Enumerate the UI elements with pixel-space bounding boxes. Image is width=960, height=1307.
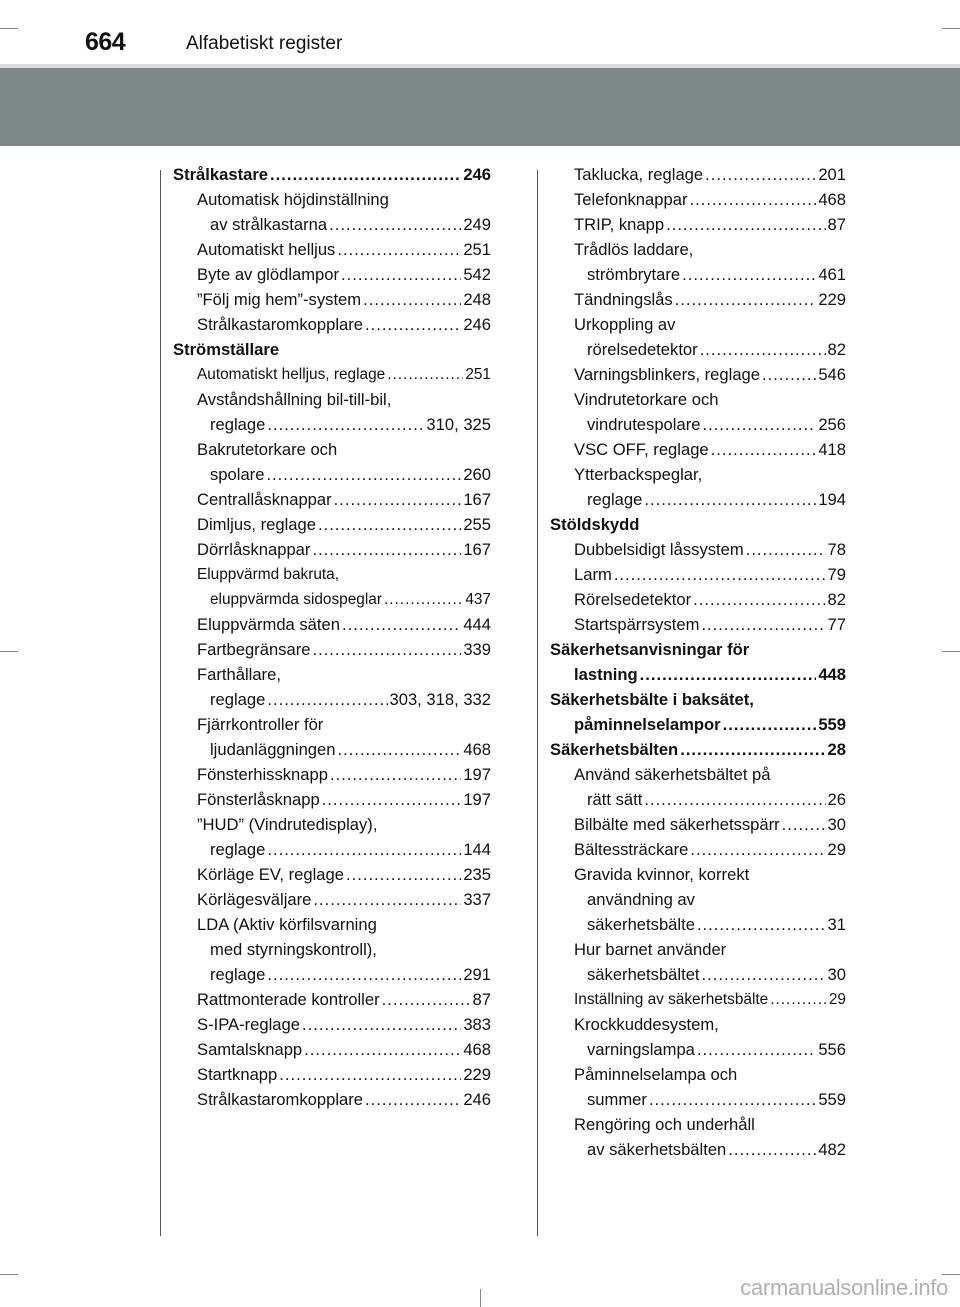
index-entry-page: 260 (463, 465, 491, 484)
index-entry-label: Strålkastaromkopplare (197, 1090, 364, 1109)
index-entry-label: lastning (574, 665, 638, 684)
column-rule-left (160, 170, 161, 1236)
dot-leader (313, 887, 461, 912)
dot-leader (701, 612, 825, 637)
index-entry (550, 612, 846, 637)
index-entry-page: 31 (827, 915, 846, 934)
index-entry-page: 251 (465, 366, 491, 383)
index-entry (173, 212, 491, 237)
index-entry-label: Inställning av säkerhetsbälte (574, 991, 769, 1008)
index-entry-label: Gravida kvinnor, korrekt (574, 865, 750, 884)
index-entry-page: 77 (827, 615, 846, 634)
index-entry-label: Byte av glödlampor (197, 265, 340, 284)
index-entry-label: med styrningskontroll), (210, 940, 377, 959)
dot-leader (329, 212, 461, 237)
dot-leader (304, 1037, 461, 1062)
index-entry-label: Taklucka, reglage (574, 165, 704, 184)
index-entry-label: Automatiskt helljus (197, 240, 336, 259)
index-entry-label: S-IPA-reglage (197, 1015, 300, 1034)
index-entry-page: 461 (818, 265, 846, 284)
index-entry (173, 562, 491, 587)
index-entry (173, 387, 491, 412)
dot-leader (334, 487, 462, 512)
index-entry-page: 78 (827, 540, 846, 559)
index-entry-page: 246 (463, 315, 491, 334)
dot-leader (337, 237, 461, 262)
index-entry (550, 537, 846, 562)
index-entry (550, 562, 846, 587)
index-entry-page: 87 (472, 990, 491, 1009)
index-entry-page: 256 (818, 415, 846, 434)
index-entry-label: Farthållare, (197, 665, 281, 684)
index-entry-page: 546 (818, 365, 846, 384)
dot-leader (266, 462, 461, 487)
dot-leader (302, 1012, 461, 1037)
index-entry (173, 262, 491, 287)
index-column-left (173, 162, 491, 1112)
page-header (0, 0, 960, 64)
index-entry (173, 637, 491, 662)
dot-leader (330, 762, 461, 787)
dot-leader (267, 412, 424, 437)
index-entry-label: Dimljus, reglage (197, 515, 316, 534)
dot-leader (728, 1137, 816, 1162)
crop-mark (942, 651, 960, 652)
index-entry-label: Påminnelselampa och (574, 1065, 738, 1084)
index-entry-page: 30 (827, 815, 846, 834)
index-entry-label: Fjärrkontroller för (197, 715, 324, 734)
index-entry-label: Fartbegränsare (197, 640, 311, 659)
index-entry-page: 229 (463, 1065, 491, 1084)
index-entry-page: 556 (818, 1040, 846, 1059)
index-entry-label: Automatisk höjdinställning (197, 190, 389, 209)
dot-leader (689, 187, 816, 212)
index-entry-label: Strålkastare (173, 165, 269, 184)
index-entry (550, 437, 846, 462)
index-entry-page: 291 (463, 965, 491, 984)
index-entry (173, 887, 491, 912)
index-entry (550, 287, 846, 312)
dot-leader (267, 837, 461, 862)
index-entry-label: reglage (210, 415, 266, 434)
index-entry-page: 448 (818, 665, 846, 684)
index-entry-label: Bakrutetorkare och (197, 440, 338, 459)
dot-leader (644, 487, 816, 512)
crop-mark (0, 1274, 18, 1275)
index-entry (550, 587, 846, 612)
index-entry (550, 812, 846, 837)
index-entry (173, 237, 491, 262)
index-entry (173, 437, 491, 462)
index-entry (173, 712, 491, 737)
dot-leader (711, 437, 817, 462)
index-entry-label: summer (587, 1090, 647, 1109)
column-rule-right (537, 170, 538, 1236)
index-entry-page: 248 (463, 290, 491, 309)
dot-leader (690, 837, 825, 862)
index-entry-label: säkerhetsbältet (587, 965, 700, 984)
index-entry (173, 962, 491, 987)
index-entry-label: ljudanläggningen (210, 740, 336, 759)
dot-leader (644, 787, 825, 812)
index-entry-label: Varningsblinkers, reglage (574, 365, 761, 384)
index-entry-label: Dubbelsidigt låssystem (574, 540, 744, 559)
index-entry-label: säkerhetsbälte (587, 915, 695, 934)
dot-leader (697, 1037, 816, 1062)
index-entry (173, 687, 491, 712)
index-entry (550, 737, 846, 762)
index-entry (173, 312, 491, 337)
dot-leader (666, 212, 825, 237)
index-entry (173, 787, 491, 812)
dot-leader (387, 362, 463, 387)
index-entry-label: Eluppvärmd bakruta, (197, 566, 340, 583)
dot-leader (322, 787, 462, 812)
index-entry-label: Säkerhetsbälten (550, 740, 679, 759)
index-entry-label: Fönsterhissknapp (197, 765, 328, 784)
index-entry-label: rätt sätt (587, 790, 643, 809)
index-entry-label: påminnelselampor (574, 715, 721, 734)
index-entry (550, 1112, 846, 1137)
index-entry-label: reglage (210, 840, 266, 859)
index-entry-page: 559 (818, 1090, 846, 1109)
index-entry-page: 28 (827, 740, 846, 759)
index-entry-page: 26 (827, 790, 846, 809)
index-entry-page: 235 (463, 865, 491, 884)
index-entry-label: Samtalsknapp (197, 1040, 303, 1059)
index-entry (173, 937, 491, 962)
index-entry (173, 737, 491, 762)
index-entry (173, 987, 491, 1012)
dot-leader (365, 1087, 461, 1112)
index-entry-label: Rengöring och underhåll (574, 1115, 755, 1134)
index-entry-label: Rörelsedetektor (574, 590, 692, 609)
index-entry-label: reglage (210, 690, 266, 709)
index-entry (550, 312, 846, 337)
index-entry-page: 87 (827, 215, 846, 234)
index-entry-label: Strömställare (173, 340, 280, 359)
index-entry (173, 1087, 491, 1112)
index-entry-label: Trådlös laddare, (574, 240, 694, 259)
index-entry-label: Körlägesväljare (197, 890, 312, 909)
index-entry-page: 197 (463, 765, 491, 784)
index-entry-page: 437 (465, 591, 491, 608)
dot-leader (649, 1087, 816, 1112)
index-entry (173, 412, 491, 437)
index-entry-label: Eluppvärmda säten (197, 615, 340, 634)
index-entry-page: 383 (463, 1015, 491, 1034)
page-number: 664 (85, 28, 126, 56)
index-entry (550, 237, 846, 262)
index-entry (173, 837, 491, 862)
dot-leader (675, 287, 817, 312)
index-entry (173, 362, 491, 387)
index-entry (550, 662, 846, 687)
index-entry-label: Centrallåsknappar (197, 490, 332, 509)
dot-leader (702, 412, 816, 437)
index-entry (173, 337, 491, 362)
index-entry-label: Säkerhetsbälte i baksätet, (550, 690, 754, 709)
index-entry (550, 1062, 846, 1087)
dot-leader (312, 537, 461, 562)
index-entry-page: 468 (463, 740, 491, 759)
index-entry (173, 287, 491, 312)
index-entry (550, 637, 846, 662)
dot-leader (270, 162, 461, 187)
index-entry-label: ”Följ mig hem”-system (197, 290, 362, 309)
index-entry-page: 482 (818, 1140, 846, 1159)
page-title: Alfabetiskt register (186, 33, 343, 54)
index-entry (550, 187, 846, 212)
index-entry (550, 887, 846, 912)
index-entry-label: spolare (210, 465, 265, 484)
index-entry-label: reglage (210, 965, 266, 984)
index-entry (550, 462, 846, 487)
index-entry-label: Krockkuddesystem, (574, 1015, 719, 1034)
index-entry (173, 587, 491, 612)
dot-leader (346, 862, 461, 887)
index-entry-label: strömbrytare (587, 265, 681, 284)
crop-mark (0, 28, 18, 29)
index-entry-label: reglage (587, 490, 643, 509)
index-entry (550, 987, 846, 1012)
index-entry-page: 29 (828, 991, 846, 1008)
index-entry-label: Bilbälte med säkerhetsspärr (574, 815, 780, 834)
index-entry (173, 537, 491, 562)
index-entry-page: 30 (827, 965, 846, 984)
index-entry-label: Ytterbackspeglar, (574, 465, 703, 484)
index-entry-label: Bältessträckare (574, 840, 689, 859)
crop-mark (942, 28, 960, 29)
index-entry (173, 1037, 491, 1062)
index-entry-page: 337 (463, 890, 491, 909)
index-entry (550, 912, 846, 937)
index-entry-label: Vindrutetorkare och (574, 390, 719, 409)
dot-leader (640, 662, 817, 687)
dot-leader (705, 162, 816, 187)
index-entry-label: Avståndshållning bil-till-bil, (197, 390, 392, 409)
index-entry (550, 762, 846, 787)
index-entry-label: Säkerhetsanvisningar för (550, 640, 750, 659)
dot-leader (342, 612, 461, 637)
index-entry (173, 912, 491, 937)
index-entry-page: 339 (463, 640, 491, 659)
index-entry-label: Telefonknappar (574, 190, 688, 209)
index-entry-page: 167 (463, 540, 491, 559)
index-entry (550, 512, 846, 537)
index-entry-label: Körläge EV, reglage (197, 865, 344, 884)
index-entry (173, 512, 491, 537)
index-entry-page: 249 (463, 215, 491, 234)
index-entry-page: 246 (463, 165, 491, 184)
dot-leader (614, 562, 826, 587)
index-entry-page: 167 (463, 490, 491, 509)
index-entry (550, 487, 846, 512)
index-entry-label: VSC OFF, reglage (574, 440, 709, 459)
index-entry-label: Rattmonterade kontroller (197, 990, 380, 1009)
index-entry (173, 462, 491, 487)
index-entry (550, 1137, 846, 1162)
dot-leader (312, 637, 461, 662)
index-entry-label: varningslampa (587, 1040, 695, 1059)
dot-leader (680, 737, 825, 762)
dot-leader (267, 687, 387, 712)
dot-leader (762, 362, 816, 387)
index-entry-page: 194 (818, 490, 846, 509)
dot-leader (693, 587, 825, 612)
index-entry-label: av säkerhetsbälten (587, 1140, 727, 1159)
index-entry (550, 262, 846, 287)
index-entry (550, 837, 846, 862)
index-entry-page: 310, 325 (426, 415, 491, 434)
index-entry-label: Dörrlåsknappar (197, 540, 311, 559)
index-entry-page: 201 (818, 165, 846, 184)
index-entry (550, 862, 846, 887)
index-entry (173, 812, 491, 837)
index-entry-page: 229 (818, 290, 846, 309)
index-entry-page: 468 (818, 190, 846, 209)
index-entry-page: 79 (827, 565, 846, 584)
index-entry-page: 29 (827, 840, 846, 859)
index-entry (550, 1012, 846, 1037)
watermark-logo: carmanualsonline.info (740, 1275, 948, 1300)
index-entry-label: ”HUD” (Vindrutedisplay), (197, 815, 378, 834)
index-entry-page: 542 (463, 265, 491, 284)
index-entry (173, 487, 491, 512)
dot-leader (341, 262, 461, 287)
index-entry (550, 1037, 846, 1062)
index-entry-page: 559 (818, 715, 846, 734)
index-entry (550, 212, 846, 237)
dot-leader (363, 287, 461, 312)
index-entry (173, 1012, 491, 1037)
index-entry-label: Strålkastaromkopplare (197, 315, 364, 334)
index-entry-label: Larm (574, 565, 612, 584)
index-entry (550, 962, 846, 987)
index-entry (550, 712, 846, 737)
index-entry-label: LDA (Aktiv körfilsvarning (197, 915, 377, 934)
index-entry (173, 662, 491, 687)
index-entry-label: rörelsedetektor (587, 340, 698, 359)
dot-leader (318, 512, 461, 537)
crop-mark (0, 651, 18, 652)
index-entry-page: 251 (463, 240, 491, 259)
dot-leader (723, 712, 817, 737)
dot-leader (384, 587, 463, 612)
dot-leader (700, 337, 826, 362)
crop-mark (480, 1289, 481, 1307)
dot-leader (746, 537, 826, 562)
dot-leader (365, 312, 461, 337)
index-entry (550, 362, 846, 387)
dot-leader (770, 987, 827, 1012)
index-entry-label: Tändningslås (574, 290, 673, 309)
index-entry (173, 612, 491, 637)
index-entry-label: Hur barnet använder (574, 940, 727, 959)
index-entry-label: eluppvärmda sidospeglar (210, 591, 382, 608)
index-entry-page: 303, 318, 332 (389, 690, 491, 709)
index-entry (173, 762, 491, 787)
index-entry-label: Automatiskt helljus, reglage (197, 366, 386, 383)
index-entry-page: 144 (463, 840, 491, 859)
index-entry (550, 337, 846, 362)
index-entry (550, 687, 846, 712)
index-entry-label: Startspärrsystem (574, 615, 700, 634)
index-entry-page: 255 (463, 515, 491, 534)
index-entry-page: 444 (463, 615, 491, 634)
index-entry (173, 862, 491, 887)
index-entry-page: 418 (818, 440, 846, 459)
dot-leader (267, 962, 461, 987)
index-entry-page: 246 (463, 1090, 491, 1109)
dot-leader (338, 737, 462, 762)
index-entry (550, 162, 846, 187)
index-entry-page: 82 (827, 340, 846, 359)
dot-leader (697, 912, 826, 937)
index-entry (550, 787, 846, 812)
index-entry-label: vindrutespolare (587, 415, 701, 434)
index-entry (173, 162, 491, 187)
index-column-right (550, 162, 846, 1162)
index-entry (173, 187, 491, 212)
dot-leader (682, 262, 816, 287)
dot-leader (382, 987, 471, 1012)
index-entry-label: Stöldskydd (550, 515, 640, 534)
dot-leader (782, 812, 826, 837)
index-entry (550, 387, 846, 412)
index-entry-label: TRIP, knapp (574, 215, 665, 234)
dot-leader (279, 1062, 461, 1087)
index-entry-label: Urkoppling av (574, 315, 676, 334)
dot-leader (702, 962, 826, 987)
index-entry (550, 937, 846, 962)
index-entry (173, 1062, 491, 1087)
index-entry-page: 197 (463, 790, 491, 809)
index-entry-label: av strålkastarna (210, 215, 328, 234)
index-entry-label: Använd säkerhetsbältet på (574, 765, 771, 784)
header-banner (0, 68, 960, 146)
index-entry-label: användning av (587, 890, 695, 909)
index-entry-page: 468 (463, 1040, 491, 1059)
index-entry (550, 1087, 846, 1112)
index-entry-page: 82 (827, 590, 846, 609)
index-entry (550, 412, 846, 437)
index-entry-label: Startknapp (197, 1065, 278, 1084)
index-entry-label: Fönsterlåsknapp (197, 790, 320, 809)
